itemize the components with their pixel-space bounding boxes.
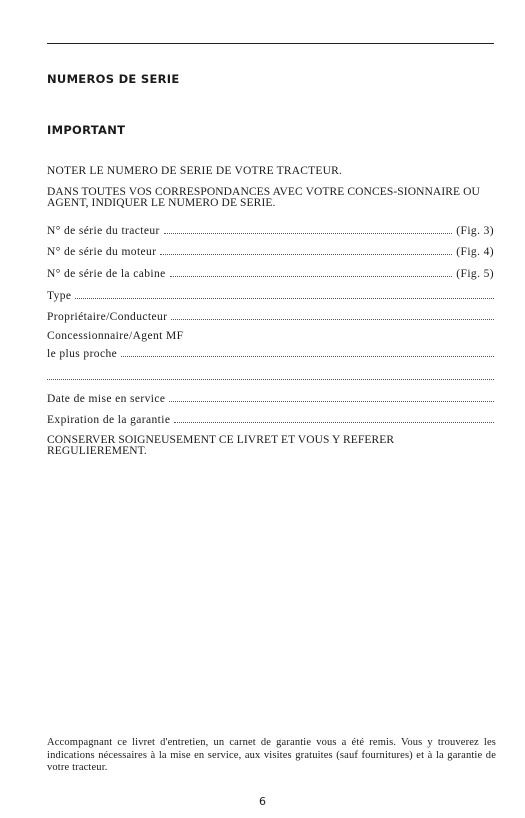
- fill-line[interactable]: [75, 298, 494, 299]
- blank-fill-line[interactable]: [47, 379, 494, 380]
- figure-ref: (Fig. 5): [456, 268, 494, 280]
- fill-line[interactable]: [121, 356, 494, 357]
- note-line: NOTER LE NUMERO DE SERIE DE VOTRE TRACTEUR.: [47, 165, 343, 177]
- field-serie-moteur[interactable]: [47, 242, 494, 258]
- correspondence-note: DANS TOUTES VOS CORRESPONDANCES AVEC VOTRE CONCES-SIONNAIRE OU AGENT, INDIQUER LE NUMERO DE SERIE.: [47, 186, 480, 209]
- figure-ref: (Fig. 4): [456, 246, 494, 258]
- field-serie-cabine[interactable]: [47, 264, 494, 280]
- field-label: N° de série du tracteur: [47, 225, 160, 237]
- important-title: IMPORTANT: [47, 123, 126, 137]
- field-serie-tracteur[interactable]: [47, 221, 494, 237]
- field-mise-en-service[interactable]: [47, 389, 494, 405]
- field-garantie[interactable]: [47, 410, 494, 426]
- top-rule: [47, 43, 494, 44]
- fill-line[interactable]: [174, 422, 494, 423]
- field-label: Expiration de la garantie: [47, 414, 171, 426]
- fill-line[interactable]: [171, 319, 494, 320]
- field-proprietaire[interactable]: [47, 307, 494, 323]
- fill-line[interactable]: [160, 254, 452, 255]
- field-label: Propriétaire/Conducteur: [47, 311, 168, 323]
- page-number: 6: [259, 795, 266, 808]
- fill-line[interactable]: [164, 233, 453, 234]
- field-type[interactable]: [47, 286, 494, 302]
- field-concessionnaire[interactable]: [47, 344, 494, 360]
- fill-line[interactable]: [169, 401, 494, 402]
- field-label: N° de série du moteur: [47, 246, 157, 258]
- figure-ref: (Fig. 3): [456, 225, 494, 237]
- field-label: N° de série de la cabine: [47, 268, 166, 280]
- concessionnaire-label: Concessionnaire/Agent MF: [47, 330, 184, 342]
- fill-line[interactable]: [170, 276, 453, 277]
- warranty-note: Accompagnant ce livret d'entretien, un carnet de garantie vous a été remis. Vous y trouverez les indications nécessaires à la mise en service, aux visites gratuites (sauf fournitures) et à la garantie de votre tracteur.: [47, 737, 496, 773]
- field-label: Date de mise en service: [47, 393, 166, 405]
- field-label: Type: [47, 290, 72, 302]
- section-title: NUMEROS DE SERIE: [47, 72, 180, 86]
- field-label: le plus proche: [47, 348, 118, 360]
- keep-note: CONSERVER SOIGNEUSEMENT CE LIVRET ET VOUS Y REFERER REGULIEREMENT.: [47, 434, 395, 457]
